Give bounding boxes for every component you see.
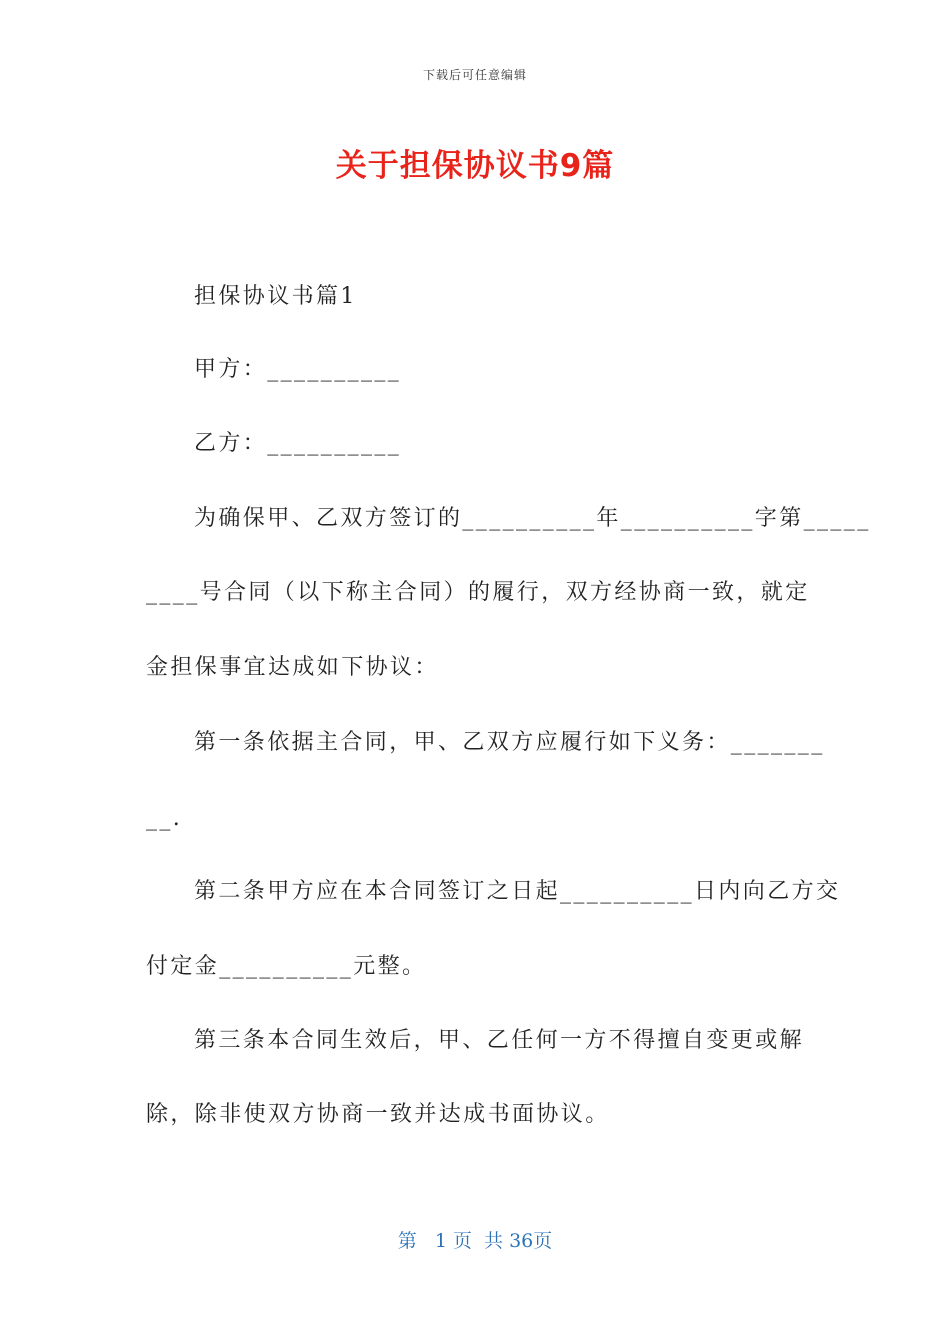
page-number-footer: 第 1 页 共 36页 xyxy=(397,1230,553,1252)
paragraph-line: 第二条甲方应在本合同签订之日起__________日内向乙方交 xyxy=(194,879,841,904)
paragraph-line: 第三条本合同生效后，甲、乙任何一方不得擅自变更或解 xyxy=(194,1028,805,1053)
paragraph-line: 第一条依据主合同，甲、乙双方应履行如下义务：_______ xyxy=(194,730,825,755)
paragraph-line: 除，除非使双方协商一致并达成书面协议。 xyxy=(146,1102,610,1127)
section-heading: 担保协议书篇1 xyxy=(194,284,357,309)
header-note: 下载后可任意编辑 xyxy=(422,68,527,82)
paragraph-line: 为确保甲、乙双方签订的__________年__________字第_____ xyxy=(194,506,871,531)
document-title: 关于担保协议书9篇 xyxy=(335,148,615,184)
party-b-line: 乙方：__________ xyxy=(194,431,402,456)
party-a-line: 甲方：__________ xyxy=(194,357,402,382)
paragraph-line: 金担保事宜达成如下协议： xyxy=(146,655,439,680)
paragraph-line: __. xyxy=(146,806,183,831)
paragraph-line: 付定金__________元整。 xyxy=(146,954,427,979)
paragraph-line: ____号合同（以下称主合同）的履行，双方经协商一致，就定 xyxy=(146,580,810,605)
